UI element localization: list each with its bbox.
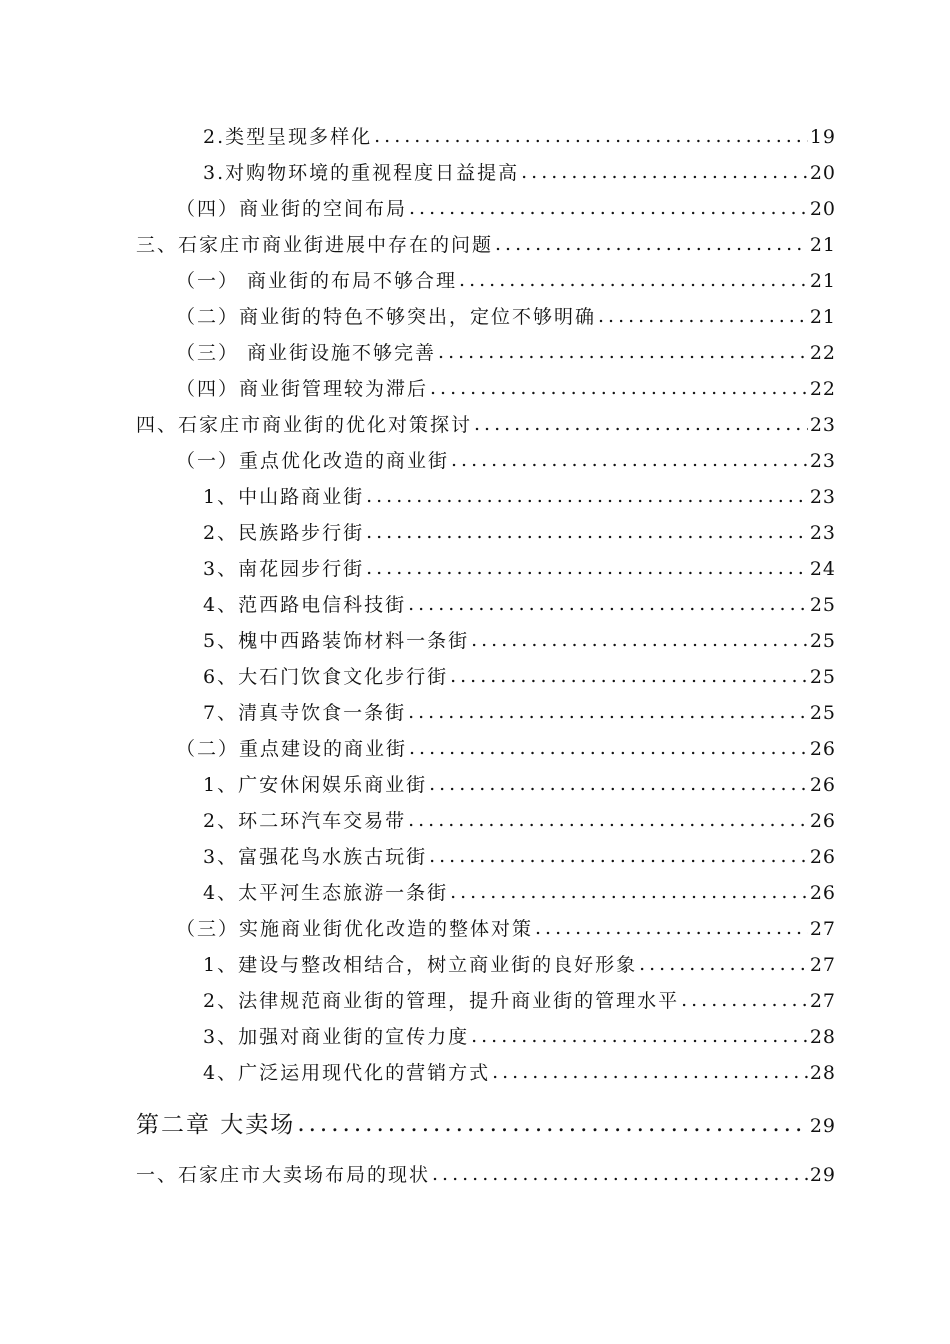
toc-entry-page: 26 [809,738,836,760]
toc-entry-label: 2、法律规范商业街的管理，提升商业街的管理水平 [203,990,680,1012]
toc-entry-label: （三） 商业街设施不够完善 [176,342,437,364]
toc-entry[interactable] [203,1022,836,1049]
toc-entry-label: （二）重点建设的商业街 [176,738,408,760]
toc-entry-page: 20 [809,162,836,184]
toc-entry-label: 2.类型呈现多样化 [203,126,373,148]
toc-entry[interactable] [203,662,836,689]
toc-entry[interactable] [203,122,836,149]
dot-leader [429,773,808,795]
toc-entry-page: 28 [809,1062,836,1084]
toc-entry[interactable] [203,806,836,833]
dot-leader [450,881,808,903]
dot-leader [409,737,808,759]
dot-leader [474,413,808,435]
toc-entry[interactable] [203,590,836,617]
dot-leader [438,341,808,363]
toc-entry-label: 3.对购物环境的重视程度日益提高 [203,162,520,184]
toc-entry[interactable] [176,338,836,365]
dot-leader [535,917,808,939]
toc-entry[interactable] [203,950,836,977]
toc-entry-label: （三）实施商业街优化改造的整体对策 [176,918,534,940]
toc-entry-label: 3、南花园步行街 [203,558,365,580]
dot-leader [366,521,808,543]
dot-leader [471,629,808,651]
toc-entry[interactable] [203,626,836,653]
toc-entry[interactable] [176,194,836,221]
dot-leader [297,1111,808,1137]
dot-leader [408,701,808,723]
toc-entry-page: 21 [809,270,836,292]
toc-entry[interactable] [136,410,836,437]
toc-entry-page: 29 [809,1115,836,1137]
dot-leader [495,233,808,255]
toc-entry[interactable] [203,878,836,905]
toc-entry[interactable] [176,266,836,293]
dot-leader [409,197,808,219]
toc-entry-label: 3、富强花鸟水族古玩街 [203,846,428,868]
dot-leader [459,269,808,291]
toc-entry[interactable] [203,1058,836,1085]
toc-entry-page: 26 [809,810,836,832]
toc-entry-page: 28 [809,1026,836,1048]
toc-entry-page: 25 [809,702,836,724]
toc-entry[interactable] [136,230,836,257]
toc-entry-page: 27 [809,918,836,940]
toc-entry[interactable] [176,734,836,761]
toc-entry-page: 23 [809,450,836,472]
toc-entry-page: 27 [809,954,836,976]
toc-entry-page: 25 [809,630,836,652]
toc-entry-label: 4、范西路电信科技街 [203,594,407,616]
dot-leader [432,1163,808,1185]
toc-entry-label: 1、广安休闲娱乐商业街 [203,774,428,796]
toc-entry-label: 一、石家庄市大卖场布局的现状 [136,1164,431,1186]
toc-entry-page: 23 [809,486,836,508]
toc-entry-label: 6、大石门饮食文化步行街 [203,666,449,688]
dot-leader [492,1061,808,1083]
dot-leader [450,665,808,687]
dot-leader [451,449,808,471]
dot-leader [598,305,808,327]
toc-entry-page: 25 [809,594,836,616]
toc-entry-page: 25 [809,666,836,688]
dot-leader [681,989,808,1011]
toc-entry[interactable] [203,554,836,581]
toc-entry[interactable] [203,482,836,509]
dot-leader [366,557,808,579]
toc-entry-label: （一） 商业街的布局不够合理 [176,270,458,292]
toc-entry-page: 23 [809,414,836,436]
toc-entry-page: 26 [809,846,836,868]
toc-entry[interactable] [136,1160,836,1187]
toc-entry-label: 1、中山路商业街 [203,486,365,508]
toc-entry[interactable] [203,158,836,185]
dot-leader [408,809,808,831]
toc-entry-page: 29 [809,1164,836,1186]
toc-entry-page: 22 [809,378,836,400]
toc-entry[interactable] [203,518,836,545]
dot-leader [521,161,808,183]
dot-leader [408,593,808,615]
toc-entry-label: 5、槐中西路装饰材料一条街 [203,630,470,652]
toc-entry-page: 21 [809,234,836,256]
toc-entry-label: 四、石家庄市商业街的优化对策探讨 [136,414,473,436]
toc-entry-page: 22 [809,342,836,364]
toc-entry-label: 2、民族路步行街 [203,522,365,544]
toc-entry-label: （四）商业街管理较为滞后 [176,378,429,400]
toc-chapter-entry[interactable] [136,1106,836,1139]
dot-leader [374,125,808,147]
toc-entry[interactable] [176,914,836,941]
toc-entry-page: 27 [809,990,836,1012]
dot-leader [639,953,808,975]
toc-entry-label: 4、太平河生态旅游一条街 [203,882,449,904]
toc-entry-label: 第二章 大卖场 [136,1112,296,1138]
toc-entry[interactable] [176,446,836,473]
toc-entry-page: 26 [809,882,836,904]
toc-entry-label: （一）重点优化改造的商业街 [176,450,450,472]
dot-leader [471,1025,808,1047]
dot-leader [366,485,808,507]
toc-entry-label: 1、建设与整改相结合，树立商业街的良好形象 [203,954,638,976]
toc-entry-label: （二）商业街的特色不够突出，定位不够明确 [176,306,597,328]
toc-entry-page: 20 [809,198,836,220]
toc-entry[interactable] [203,770,836,797]
toc-entry-label: 7、清真寺饮食一条街 [203,702,407,724]
toc-entry[interactable] [203,986,836,1013]
toc-entry-label: 4、广泛运用现代化的营销方式 [203,1062,491,1084]
toc-entry[interactable] [176,302,836,329]
toc-entry-page: 19 [809,126,836,148]
dot-leader [429,845,808,867]
toc-entry-page: 24 [809,558,836,580]
toc-entry[interactable] [203,842,836,869]
toc-entry-label: （四）商业街的空间布局 [176,198,408,220]
toc-entry[interactable] [176,374,836,401]
toc-entry[interactable] [203,698,836,725]
toc-entry-label: 3、加强对商业街的宣传力度 [203,1026,470,1048]
toc-entry-label: 2、环二环汽车交易带 [203,810,407,832]
toc-entry-page: 23 [809,522,836,544]
toc-entry-label: 三、石家庄市商业街进展中存在的问题 [136,234,494,256]
toc-entry-page: 26 [809,774,836,796]
toc-entry-page: 21 [809,306,836,328]
dot-leader [430,377,808,399]
